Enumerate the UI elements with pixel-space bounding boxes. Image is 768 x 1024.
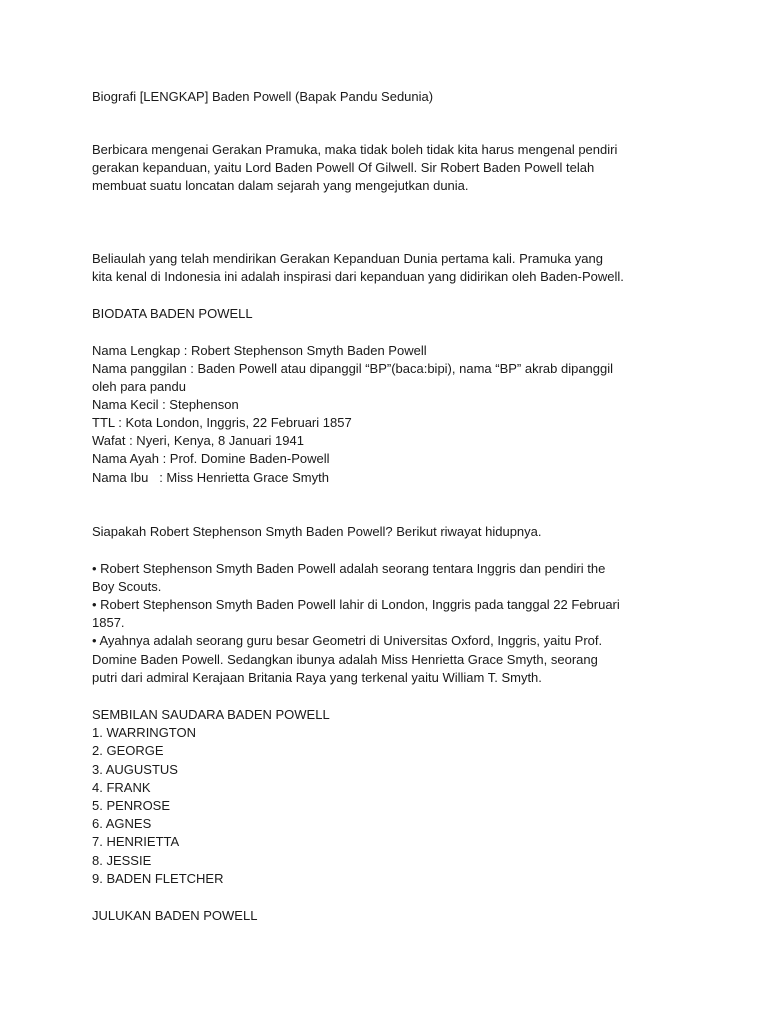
intro-line: gerakan kepanduan, yaitu Lord Baden Powell Of Gilwell. Sir Robert Baden Powell telah: [92, 160, 595, 175]
biodata-line: TTL : Kota London, Inggris, 22 Februari 1857: [92, 415, 352, 430]
biodata-line: Wafat : Nyeri, Kenya, 8 Januari 1941: [92, 433, 304, 448]
saudara-item: 6. AGNES: [92, 816, 152, 831]
riwayat-line: 1857.: [92, 615, 125, 630]
saudara-item: 1. WARRINGTON: [92, 725, 197, 740]
biodata-line: Nama panggilan : Baden Powell atau dipanggil “BP”(baca:bipi), nama “BP” akrab dipanggil: [92, 361, 614, 376]
biodata-line: Nama Lengkap : Robert Stephenson Smyth Baden Powell: [92, 343, 427, 358]
biodata-line: Nama Kecil : Stephenson: [92, 397, 239, 412]
saudara-item: 7. HENRIETTA: [92, 834, 180, 849]
biodata-line: oleh para pandu: [92, 379, 186, 394]
riwayat-question: Siapakah Robert Stephenson Smyth Baden Powell? Berikut riwayat hidupnya.: [92, 524, 542, 539]
saudara-item: 2. GEORGE: [92, 743, 164, 758]
saudara-item: 8. JESSIE: [92, 853, 152, 868]
intro2-line: kita kenal di Indonesia ini adalah inspirasi dari kepanduan yang didirikan oleh Baden-Powell.: [92, 269, 624, 284]
julukan-heading: JULUKAN BADEN POWELL: [92, 908, 258, 923]
riwayat-line: • Robert Stephenson Smyth Baden Powell lahir di London, Inggris pada tanggal 22 Februari: [92, 597, 620, 612]
biodata-heading: BIODATA BADEN POWELL: [92, 306, 253, 321]
intro-line: membuat suatu loncatan dalam sejarah yang mengejutkan dunia.: [92, 178, 469, 193]
intro-line: Berbicara mengenai Gerakan Pramuka, maka tidak boleh tidak kita harus mengenal pendiri: [92, 142, 618, 157]
document-title: Biografi [LENGKAP] Baden Powell (Bapak Pandu Sedunia): [92, 89, 434, 104]
intro2-line: Beliaulah yang telah mendirikan Gerakan Kepanduan Dunia pertama kali. Pramuka yang: [92, 251, 603, 266]
saudara-item: 4. FRANK: [92, 780, 151, 795]
saudara-item: 5. PENROSE: [92, 798, 171, 813]
saudara-item: 3. AUGUSTUS: [92, 762, 178, 777]
riwayat-line: Domine Baden Powell. Sedangkan ibunya adalah Miss Henrietta Grace Smyth, seorang: [92, 652, 598, 667]
riwayat-line: Boy Scouts.: [92, 579, 162, 594]
saudara-heading: SEMBILAN SAUDARA BADEN POWELL: [92, 707, 330, 722]
riwayat-line: putri dari admiral Kerajaan Britania Raya yang terkenal yaitu William T. Smyth.: [92, 670, 542, 685]
saudara-item: 9. BADEN FLETCHER: [92, 871, 224, 886]
riwayat-line: • Ayahnya adalah seorang guru besar Geometri di Universitas Oxford, Inggris, yaitu Prof.: [92, 633, 603, 648]
biodata-line: Nama Ibu : Miss Henrietta Grace Smyth: [92, 470, 329, 485]
riwayat-line: • Robert Stephenson Smyth Baden Powell adalah seorang tentara Inggris dan pendiri the: [92, 561, 606, 576]
biodata-line: Nama Ayah : Prof. Domine Baden-Powell: [92, 451, 330, 466]
